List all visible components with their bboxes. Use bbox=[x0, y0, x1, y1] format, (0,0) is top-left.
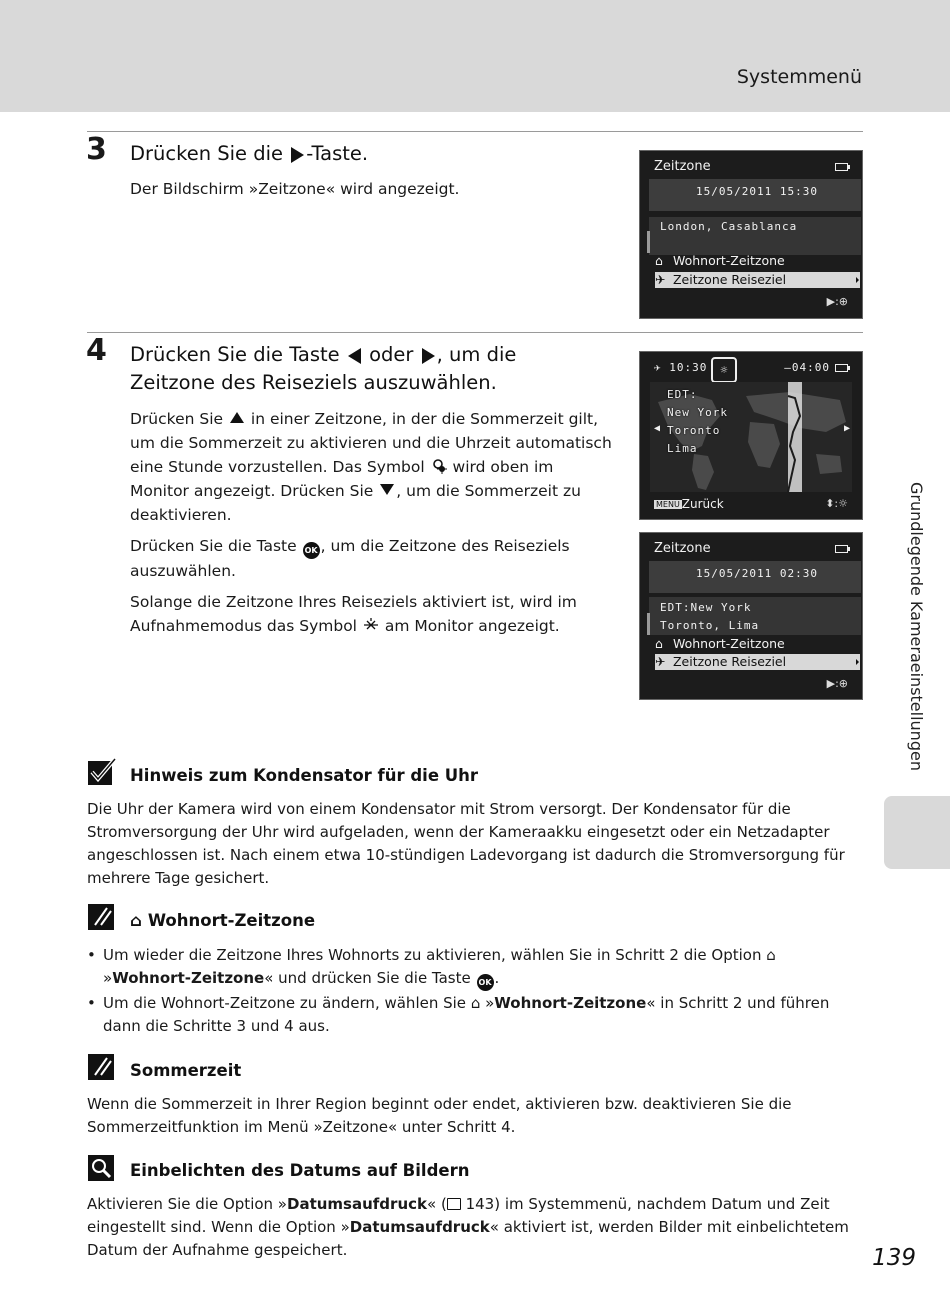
utc-offset: –04:00 bbox=[784, 361, 830, 374]
zone-line: Toronto bbox=[667, 424, 721, 437]
right-button-icon bbox=[422, 348, 435, 364]
text: 143) im Systemmenü, nachdem Datum und Zeit eingestellt sind. Wenn die Option » bbox=[87, 1195, 830, 1236]
chapter-tab bbox=[884, 796, 950, 869]
text: Aktivieren Sie die Option » bbox=[87, 1195, 287, 1213]
camera-screen-map bbox=[639, 351, 863, 520]
time: 10:30 bbox=[669, 361, 708, 374]
page-number: 139 bbox=[872, 1245, 916, 1271]
screen-title: Zeitzone bbox=[654, 541, 711, 556]
note-title-date-imprint: Einbelichten des Datums auf Bildern bbox=[130, 1161, 470, 1180]
text: wird oben im Monitor angezeigt. Drücken Sie bbox=[130, 458, 554, 500]
bullet-item bbox=[87, 944, 863, 991]
step4-title-text: Zeitzone des Reiseziels auszuwählen. bbox=[130, 371, 497, 394]
menu-key-icon: MENU bbox=[656, 500, 680, 509]
option-name: Datumsaufdruck bbox=[287, 1195, 427, 1213]
text: » bbox=[103, 969, 113, 987]
menu-item-home-zone[interactable] bbox=[655, 636, 860, 652]
step4-title-text: , um die bbox=[436, 343, 517, 366]
left-arrow-icon[interactable]: ◀ bbox=[654, 423, 661, 434]
step3-title bbox=[130, 140, 610, 168]
footer-separator: : bbox=[835, 295, 839, 308]
text: Um die Wohnort-Zeitzone zu ändern, wählen Sie bbox=[103, 994, 471, 1012]
globe-icon: ⊕ bbox=[838, 677, 848, 690]
book-icon bbox=[447, 1198, 461, 1210]
text: in einer Zeitzone, in der die Sommerzeit gilt, um die Sommerzeit zu aktivieren und die Uhrzeit automatisch eine Stunde vorzustellen. Das Symbol bbox=[130, 410, 612, 476]
zone-line: EDT:New York bbox=[660, 601, 752, 614]
battery-icon bbox=[835, 364, 848, 372]
checkmark-note-icon bbox=[87, 758, 117, 786]
text: Solange die Zeitzone Ihres Reiseziels aktiviert ist, wird im Aufnahmemodus das Symbol bbox=[130, 593, 577, 635]
text: « ( bbox=[427, 1195, 447, 1213]
zone-name: London, Casablanca bbox=[660, 220, 798, 233]
step4-title-text: Drücken Sie die Taste bbox=[130, 343, 346, 366]
camera-screen-zeitzone bbox=[639, 150, 863, 319]
section-title: Systemmenü bbox=[736, 66, 862, 88]
camera-screen-zeitzone-travel bbox=[639, 532, 863, 700]
note-title-capacitor: Hinweis zum Kondensator für die Uhr bbox=[130, 766, 479, 785]
step4-paragraph-2 bbox=[130, 534, 614, 583]
zone-line: EDT: bbox=[667, 388, 698, 401]
ok-button-icon: OK bbox=[477, 974, 494, 991]
play-icon: ▶ bbox=[826, 677, 836, 690]
footer-icons bbox=[827, 677, 848, 690]
note-body-daylight-saving: Wenn die Sommerzeit in Ihrer Region beginnt oder endet, aktivieren bzw. deaktivieren Sie die Sommerzeitfunktion im Menü »Zeitzone« unter Schritt 4. bbox=[87, 1095, 792, 1136]
text: « und drücken Sie die Taste bbox=[264, 969, 476, 987]
note-title-text: Wohnort-Zeitzone bbox=[147, 911, 316, 930]
step4-paragraph-1 bbox=[130, 407, 614, 527]
screen-title: Zeitzone bbox=[654, 159, 711, 174]
step3-title-suffix: -Taste. bbox=[306, 142, 369, 165]
battery-icon bbox=[835, 545, 848, 553]
airplane-icon: ✈ bbox=[655, 654, 666, 669]
back-hint[interactable] bbox=[654, 497, 724, 511]
menu-item-travel-zone[interactable] bbox=[655, 272, 860, 288]
daylight-saving-icon bbox=[430, 457, 448, 475]
menu-item-label: Wohnort-Zeitzone bbox=[672, 636, 785, 651]
divider bbox=[87, 332, 863, 333]
text: Drücken Sie bbox=[130, 410, 228, 428]
menu-item-label: Zeitzone Reiseziel bbox=[672, 272, 787, 287]
menu-item-home-zone[interactable] bbox=[655, 253, 860, 269]
footer-separator: : bbox=[834, 497, 839, 510]
text: « aktiviert ist, werden Bilder mit einbelichtetem Datum der Aufnahme gespeichert. bbox=[87, 1218, 849, 1259]
text: Um wieder die Zeitzone Ihres Wohnorts zu aktivieren, wählen Sie in Schritt 2 die Option bbox=[103, 946, 767, 964]
note-title-home-zone bbox=[130, 911, 315, 930]
text: . bbox=[494, 969, 500, 987]
pencil-note-icon bbox=[87, 1053, 117, 1081]
up-down-icon: ⬍ bbox=[825, 497, 835, 510]
daylight-saving-icon: ☼ bbox=[838, 497, 848, 510]
text: « in Schritt 2 und führen dann die Schritte 3 und 4 aus. bbox=[103, 994, 830, 1035]
home-icon: ⌂ bbox=[655, 636, 663, 651]
play-icon: ▶ bbox=[826, 295, 836, 308]
text: » bbox=[480, 994, 495, 1012]
step4-title bbox=[130, 341, 610, 397]
step4-paragraph-3 bbox=[130, 590, 614, 638]
home-icon: ⌂ bbox=[766, 946, 776, 964]
note-body-capacitor: Die Uhr der Kamera wird von einem Kondensator mit Strom versorgt. Der Kondensator für die Stromversorgung der Uhr wird aufgeladen, wenn der Kameraakku eingesetzt oder ein Netzadapter angeschlossen ist. Nach einem etwa 10-stündigen Ladevorgang ist dadurch die Stromversorgung für mehrere Tage gesichert. bbox=[87, 800, 845, 887]
scrollbar bbox=[647, 231, 650, 253]
up-button-icon bbox=[230, 412, 244, 423]
home-icon: ⌂ bbox=[130, 911, 142, 930]
travel-destination-icon bbox=[362, 616, 380, 634]
divider bbox=[87, 131, 863, 132]
home-icon: ⌂ bbox=[655, 253, 663, 268]
ok-button-icon: OK bbox=[303, 542, 320, 559]
note-title-daylight-saving: Sommerzeit bbox=[130, 1061, 242, 1080]
daylight-saving-toggle-icon[interactable]: ☼ bbox=[711, 357, 737, 383]
text: am Monitor angezeigt. bbox=[379, 617, 560, 635]
zone-line: New York bbox=[667, 406, 728, 419]
footer-icons bbox=[825, 497, 848, 510]
option-name: Datumsaufdruck bbox=[349, 1218, 490, 1236]
down-button-icon bbox=[380, 484, 394, 495]
footer-separator: : bbox=[835, 677, 839, 690]
page-header bbox=[0, 0, 950, 112]
globe-icon: ⊕ bbox=[838, 295, 848, 308]
step-number: 3 bbox=[86, 132, 107, 167]
zone-line: Lima bbox=[667, 442, 698, 455]
left-button-icon bbox=[348, 348, 361, 364]
menu-item-label: Zeitzone Reiseziel bbox=[672, 654, 787, 669]
step-number: 4 bbox=[86, 333, 107, 368]
menu-item-travel-zone[interactable] bbox=[655, 654, 860, 670]
right-arrow-icon[interactable]: ▶ bbox=[843, 423, 850, 434]
home-icon: ⌂ bbox=[470, 994, 481, 1012]
scrollbar bbox=[647, 613, 650, 635]
right-button-icon bbox=[291, 147, 304, 163]
step4-title-text: oder bbox=[362, 343, 420, 366]
chapter-side-label: Grundlegende Kameraeinstellungen bbox=[907, 482, 926, 771]
text: , um die Sommerzeit zu deaktivieren. bbox=[130, 482, 581, 524]
pencil-note-icon bbox=[87, 903, 117, 931]
text: , um die Zeitzone des Reiseziels auszuwählen. bbox=[130, 537, 570, 580]
back-label: Zurück bbox=[681, 497, 724, 511]
bullet-item bbox=[87, 992, 863, 1038]
reference-note-icon bbox=[87, 1154, 117, 1182]
text: Drücken Sie die Taste bbox=[130, 537, 302, 555]
datetime: 15/05/2011 15:30 bbox=[696, 185, 818, 198]
menu-item-label: Wohnort-Zeitzone bbox=[672, 253, 785, 268]
option-name: Wohnort-Zeitzone bbox=[112, 969, 265, 987]
airplane-icon: ✈ bbox=[655, 272, 666, 287]
note-body-date-imprint bbox=[87, 1193, 863, 1262]
time-readout bbox=[654, 361, 707, 374]
step3-title-text: Drücken Sie die bbox=[130, 142, 290, 165]
step3-text: Der Bildschirm »Zeitzone« wird angezeigt. bbox=[130, 180, 460, 198]
airplane-icon: ✈ bbox=[654, 361, 662, 374]
datetime: 15/05/2011 02:30 bbox=[696, 567, 818, 580]
footer-icons bbox=[827, 295, 848, 308]
zone-line: Toronto, Lima bbox=[660, 619, 760, 632]
battery-icon bbox=[835, 163, 848, 171]
option-name: Wohnort-Zeitzone bbox=[494, 994, 647, 1012]
zone-list bbox=[667, 386, 728, 458]
